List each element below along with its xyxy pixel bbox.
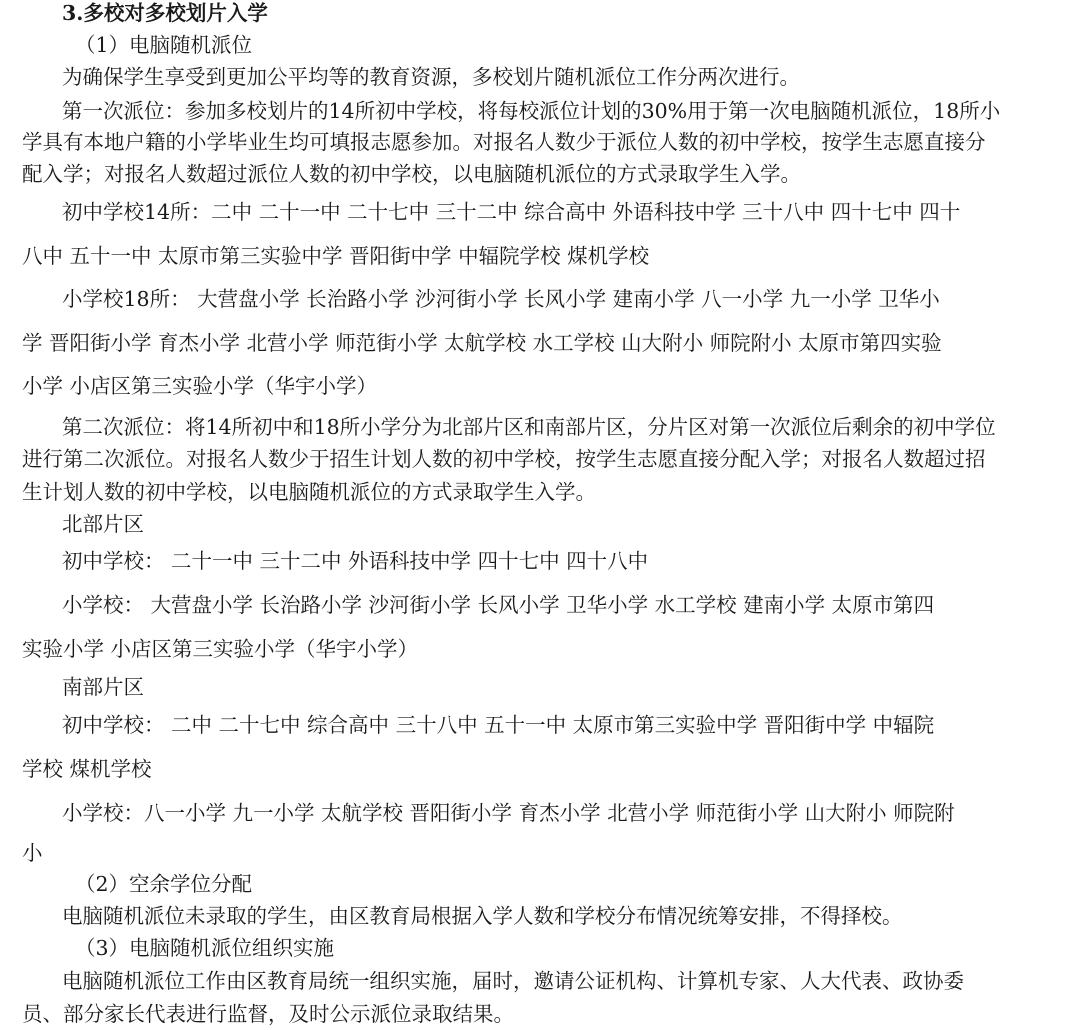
primary-schools-line-2: 学 晋阳街小学 育杰小学 北营小学 师范街小学 太航学校 水工学校 山大附小 师院附小 太原市第四实验 bbox=[22, 331, 942, 355]
south-primary-line-1: 小学校：八一小学 九一小学 太航学校 晋阳街小学 育杰小学 北营小学 师范街小学 山大附小 师院附 bbox=[62, 801, 955, 825]
first-round-line-1: 第一次派位：参加多校划片的14所初中学校，将每校派位计划的30%用于第一次电脑随机派位，18所小 bbox=[62, 99, 1001, 123]
subsection-heading-2: （2）空余学位分配 bbox=[75, 872, 253, 896]
south-middle-line-1: 初中学校： 二中 二十七中 综合高中 三十八中 五十一中 太原市第三实验中学 晋阳街中学 中辐院 bbox=[62, 713, 935, 737]
organization-line-2: 员、部分家长代表进行监督，及时公示派位录取结果。 bbox=[22, 1002, 514, 1026]
second-round-line-2: 进行第二次派位。对报名人数少于招生计划人数的初中学校，按学生志愿直接分配入学；对报名人数超过招 bbox=[22, 447, 986, 471]
middle-schools-line-1: 初中学校14所：二中 二十一中 二十七中 三十二中 综合高中 外语科技中学 三十八中 四十七中 四十 bbox=[62, 200, 961, 224]
middle-schools-line-2: 八中 五十一中 太原市第三实验中学 晋阳街中学 中辐院学校 煤机学校 bbox=[22, 244, 650, 268]
primary-schools-line-1: 小学校18所： 大营盘小学 长治路小学 沙河街小学 长风小学 建南小学 八一小学 九一小学 卫华小 bbox=[62, 287, 940, 311]
south-primary-line-2: 小 bbox=[22, 841, 43, 865]
section-title: 3.多校对多校划片入学 bbox=[62, 1, 268, 25]
organization-line-1: 电脑随机派位工作由区教育局统一组织实施，届时，邀请公证机构、计算机专家、人大代表、政协委 bbox=[62, 969, 964, 993]
first-round-line-3: 配入学；对报名人数超过派位人数的初中学校，以电脑随机派位的方式录取学生入学。 bbox=[22, 162, 801, 186]
north-primary-line-2: 实验小学 小店区第三实验小学（华宇小学） bbox=[22, 637, 419, 661]
second-round-line-1: 第二次派位：将14所初中和18所小学分为北部片区和南部片区，分片区对第一次派位后剩余的初中学位 bbox=[62, 415, 996, 439]
north-middle-schools: 初中学校： 二十一中 三十二中 外语科技中学 四十七中 四十八中 bbox=[62, 549, 649, 573]
subsection-heading-3: （3）电脑随机派位组织实施 bbox=[75, 936, 335, 960]
vacant-seat-paragraph: 电脑随机派位未录取的学生，由区教育局根据入学人数和学校分布情况统筹安排，不得择校。 bbox=[62, 904, 903, 928]
south-district-heading: 南部片区 bbox=[62, 675, 144, 699]
primary-schools-line-3: 小学 小店区第三实验小学（华宇小学） bbox=[22, 374, 378, 398]
intro-paragraph: 为确保学生享受到更加公平均等的教育资源，多校划片随机派位工作分两次进行。 bbox=[62, 65, 800, 89]
first-round-line-2: 学具有本地户籍的小学毕业生均可填报志愿参加。对报名人数少于派位人数的初中学校，按学生志愿直接分 bbox=[22, 130, 986, 154]
north-primary-line-1: 小学校： 大营盘小学 长治路小学 沙河街小学 长风小学 卫华小学 水工学校 建南小学 太原市第四 bbox=[62, 593, 935, 617]
subsection-heading-1: （1）电脑随机派位 bbox=[75, 33, 253, 57]
south-middle-line-2: 学校 煤机学校 bbox=[22, 757, 152, 781]
second-round-line-3: 生计划人数的初中学校，以电脑随机派位的方式录取学生入学。 bbox=[22, 480, 596, 504]
north-district-heading: 北部片区 bbox=[62, 512, 144, 536]
